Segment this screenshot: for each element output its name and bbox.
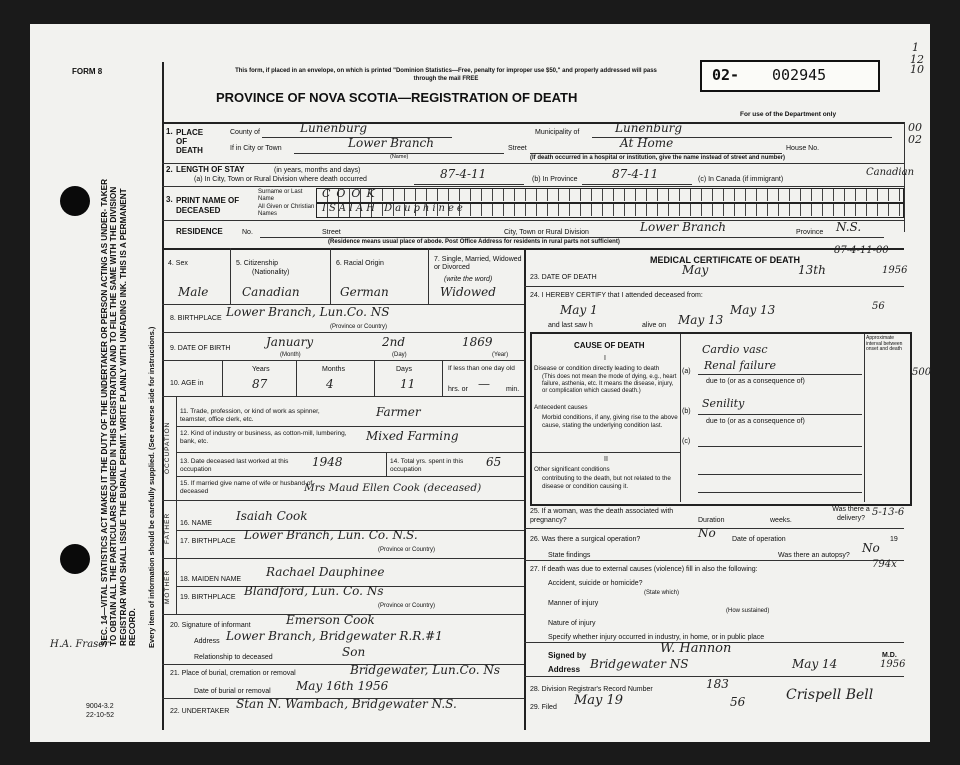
cell-divider: [296, 360, 297, 396]
occupation-side-label: OCCUPATION: [164, 421, 171, 474]
signature-year-value: 1956: [880, 659, 906, 670]
residence-note: (Residence means usual place of abode. Post Office Address for residents in rural parts not sufficient): [328, 239, 620, 245]
divider: [524, 560, 904, 561]
street-label: Street: [508, 145, 527, 152]
month-caption: (Month): [280, 352, 301, 358]
antecedent-note: Morbid conditions, if any, giving rise to the above cause, stating the underlying condition last.: [542, 414, 678, 429]
registration-number: 002945: [772, 66, 827, 84]
citizenship-label: 5. Citizenship: [236, 260, 279, 267]
birthplace-sub: (Province or Country): [330, 324, 388, 330]
cell-divider: [428, 248, 429, 304]
last-worked-value: 1948: [312, 455, 343, 469]
manner-of-injury-label: Manner of injury: [548, 600, 599, 607]
stay-province-label: (b) In Province: [532, 176, 578, 183]
industry-value: Mixed Farming: [366, 429, 459, 443]
relationship-value: Son: [342, 645, 366, 659]
marital-status-sub: (write the word): [444, 276, 493, 283]
year-caption: (Year): [492, 352, 509, 358]
signed-by-label: Signed by: [548, 651, 587, 660]
residence-city-label: City, Town or Rural Division: [504, 229, 589, 236]
burial-place-label: 21. Place of burial, cremation or removal: [170, 670, 296, 677]
divider: [162, 500, 524, 501]
signature-date-value: May 14: [792, 657, 838, 671]
underline: [698, 446, 862, 447]
stay-canada-label: (c) In Canada (if immigrant): [698, 176, 784, 183]
residence-province-label: Province: [796, 229, 824, 236]
divider: [162, 163, 904, 164]
age-label: 10. AGE in: [170, 380, 204, 387]
surname-boxes: [316, 188, 904, 203]
dob-month-value: January: [266, 335, 314, 349]
cause-a-second-value: Renal failure: [704, 359, 776, 372]
cause-box-divider: [864, 334, 865, 502]
underline: [698, 414, 862, 415]
weeks-label: weeks.: [770, 517, 792, 524]
county-label: County of: [230, 129, 260, 136]
cause-a-label: (a): [682, 368, 691, 375]
divider: [162, 360, 524, 361]
occupation-label: 11. Trade, profession, or kind of work as spinner, teamster, office clerk, etc.: [180, 408, 320, 424]
informant-value: Emerson Cook: [286, 613, 375, 627]
stay-city-value: 87-4-11: [440, 167, 487, 181]
alive-on-label: alive on: [642, 322, 667, 329]
cause-b-value: Senility: [702, 397, 745, 410]
father-name-value: Isaiah Cook: [236, 509, 308, 523]
sex-label: 4. Sex: [168, 260, 188, 267]
registrar-signature: Crispell Bell: [786, 687, 874, 703]
minutes-label: min.: [506, 386, 520, 393]
registration-number-box: [700, 60, 880, 92]
cell-divider: [374, 360, 375, 396]
mother-side-label: MOTHER: [164, 569, 171, 604]
filed-date-value: May 19: [574, 693, 624, 708]
mother-birthplace-label: 19. BIRTHPLACE: [180, 594, 236, 601]
date-of-birth-label: 9. DATE OF BIRTH: [170, 345, 231, 352]
underline: [698, 474, 862, 475]
age-months-value: 4: [326, 377, 334, 391]
delivery-label: Was there a delivery?: [832, 506, 870, 522]
state-findings-label: State findings: [548, 552, 591, 559]
item-number: 1.: [166, 127, 173, 136]
hours-label: hrs. or: [448, 386, 468, 393]
burial-place-value: Bridgewater, Lun.Co. Ns: [350, 663, 500, 677]
industry-label: 12. Kind of industry or business, as cotton-mill, lumbering, bank, etc.: [180, 430, 347, 446]
cell-divider: [442, 360, 443, 396]
divider: [176, 426, 524, 427]
attended-to-value: May 13: [730, 303, 776, 317]
state-which-label: (State which): [644, 590, 680, 596]
divider: [176, 452, 524, 453]
mother-birthplace-sub: (Province or Country): [378, 603, 436, 609]
margin-mark: 1: [912, 41, 919, 54]
year-prefix: 19: [890, 536, 898, 543]
form-number: FORM 8: [72, 67, 103, 76]
marital-status-value: Widowed: [440, 285, 496, 299]
divider: [532, 452, 680, 453]
underline: [582, 184, 692, 185]
filed-label: 29. Filed: [530, 704, 557, 711]
spouse-value: Mrs Maud Ellen Cook (deceased): [304, 482, 482, 494]
record-number-value: 183: [706, 677, 729, 691]
undertaker-value: Stan N. Wambach, Bridgewater N.S.: [236, 697, 457, 711]
surgical-operation-label: 26. Was there a surgical operation?: [530, 536, 641, 543]
street-value: At Home: [620, 136, 674, 150]
dob-year-value: 1869: [462, 335, 493, 349]
print-name-label: PRINT NAME OF DECEASED: [176, 196, 240, 216]
city-value: Lower Branch: [348, 136, 435, 150]
section-one-label: I: [604, 355, 606, 362]
mother-maiden-name-value: Rachael Dauphinee: [266, 565, 385, 579]
form-code: 22-10-52: [86, 712, 115, 719]
racial-origin-value: German: [340, 285, 389, 299]
margin-mark: 10: [910, 63, 924, 76]
md-label: M.D.: [882, 652, 897, 659]
due-to-label: due to (or as a consequence of): [706, 378, 805, 385]
underline: [698, 492, 862, 493]
city-label: If in City or Town: [230, 145, 282, 152]
last-saw-label: and last saw h: [548, 322, 593, 329]
father-birthplace-value: Lower Branch, Lun. Co. N.S.: [244, 528, 418, 542]
side-divider: [176, 396, 177, 500]
pregnancy-margin-mark: 5-13-6: [872, 507, 905, 518]
side-divider: [176, 500, 177, 558]
undertaker-label: 22. UNDERTAKER: [170, 708, 230, 715]
mother-birthplace-value: Blandford, Lun. Co. Ns: [244, 584, 384, 598]
cause-c-label: (c): [682, 438, 691, 445]
father-birthplace-sub: (Province or Country): [378, 547, 436, 553]
cell-divider: [230, 248, 231, 304]
column-divider: [524, 248, 526, 730]
cause-side-mark: 500: [912, 367, 932, 378]
autopsy-value: No: [862, 541, 880, 555]
death-year-value: 1956: [882, 265, 908, 276]
punch-hole: [60, 186, 90, 216]
last-worked-label: 13. Date deceased last worked at this occupation: [180, 458, 289, 474]
citizenship-value: Canadian: [242, 285, 300, 299]
underline: [530, 153, 782, 154]
birthplace-value: Lower Branch, Lun.Co. NS: [226, 305, 390, 319]
last-seen-value: May 13: [678, 313, 724, 327]
cell-divider: [330, 248, 331, 304]
father-side-label: FATHER: [164, 512, 171, 544]
divider: [176, 476, 524, 477]
residence-street-label: Street: [322, 229, 341, 236]
informant-address-value: Lower Branch, Bridgewater R.R.#1: [226, 629, 443, 643]
filed-year-value: 56: [730, 695, 746, 709]
cause-a-value: Cardio vasc: [702, 343, 768, 356]
stay-province-value: 87-4-11: [612, 167, 659, 181]
age-days-value: 11: [400, 377, 416, 391]
physician-address-label: Address: [548, 665, 581, 674]
duration-label: Duration: [698, 517, 725, 524]
information-side-note: Every item of information should be carefully supplied. (See reverse side for instructions.): [147, 326, 156, 648]
record-number-label: 28. Division Registrar's Record Number: [530, 686, 653, 693]
citizenship-sub: (Nationality): [252, 269, 290, 276]
months-label: Months: [322, 366, 345, 373]
stay-canada-value: Canadian: [866, 167, 915, 178]
form-title: PROVINCE OF NOVA SCOTIA—REGISTRATION OF DEATH: [216, 90, 578, 105]
margin-mark: 12: [910, 53, 924, 66]
attended-label: 24. I HEREBY CERTIFY that I attended deceased from:: [530, 292, 703, 299]
other-conditions-label: Other significant conditions: [534, 466, 610, 473]
divider: [162, 332, 524, 333]
racial-origin-label: 6. Racial Origin: [336, 260, 384, 267]
municipality-value: Lunenburg: [615, 121, 683, 135]
medical-certificate-heading: MEDICAL CERTIFICATE OF DEATH: [650, 255, 800, 265]
margin-mark: 00: [908, 121, 922, 134]
underline: [260, 237, 884, 238]
institution-note: (If death occurred in a hospital or institution, give the name instead of street and number): [530, 155, 786, 161]
death-day-value: 13th: [798, 263, 826, 277]
attended-from-value: May 1: [560, 303, 598, 317]
name-caption: (Name): [390, 154, 409, 160]
residence-province-value: N.S.: [836, 220, 862, 234]
spouse-label: 15. If married give name of wife or husband of deceased: [180, 480, 313, 496]
department-use-note: For use of the Department only: [740, 111, 837, 118]
date-of-death-label: 23. DATE OF DEATH: [530, 274, 597, 281]
death-month-value: May: [682, 263, 709, 277]
dob-day-value: 2nd: [382, 335, 406, 349]
divider: [162, 220, 904, 221]
item-number: 3.: [166, 195, 173, 204]
relationship-label: Relationship to deceased: [194, 654, 273, 661]
divider: [162, 558, 524, 559]
pregnancy-label: 25. If a woman, was the death associated with pregnancy?: [530, 508, 674, 524]
other-conditions-note: contributing to the death, but not related to the disease or condition causing it.: [542, 475, 671, 490]
county-value: Lunenburg: [300, 121, 368, 135]
burial-date-value: May 16th 1956: [296, 679, 389, 693]
nature-of-injury-label: Nature of injury: [548, 620, 596, 627]
physician-signature: W. Hannon: [660, 641, 732, 656]
residence-no-label: No.: [242, 229, 253, 236]
informant-label: 20. Signature of informant: [170, 622, 251, 629]
father-birthplace-label: 17. BIRTHPLACE: [180, 538, 236, 545]
divider: [162, 248, 904, 250]
age-years-value: 87: [252, 377, 268, 391]
years-in-occupation-label: 14. Total yrs. spent in this occupation: [390, 458, 464, 474]
father-name-label: 16. NAME: [180, 520, 212, 527]
place-of-injury-label: Specify whether injury occurred in industry, in home, or in public place: [548, 634, 765, 641]
house-number-label: House No.: [786, 145, 820, 152]
age-minutes-value: —: [478, 377, 490, 391]
operation-date-label: Date of operation: [732, 536, 786, 543]
residence-label: RESIDENCE: [176, 227, 223, 236]
less-than-day-label: If less than one day old: [448, 365, 515, 372]
attended-year-value: 56: [872, 301, 885, 312]
section-two-label: II: [604, 456, 608, 463]
autopsy-label: Was there an autopsy?: [778, 552, 850, 559]
municipality-label: Municipality of: [535, 129, 580, 136]
surname-value: COOK: [322, 187, 381, 200]
accident-label: Accident, suicide or homicide?: [548, 580, 643, 587]
residence-city-value: Lower Branch: [640, 220, 727, 234]
birthplace-label: 8. BIRTHPLACE: [170, 315, 222, 322]
years-in-occupation-value: 65: [486, 455, 502, 469]
underline: [414, 184, 524, 185]
sex-value: Male: [178, 285, 209, 299]
surgical-operation-value: No: [698, 526, 716, 540]
margin-signature: H.A. Fraser: [50, 639, 109, 650]
stay-city-label: (a) In City, Town or Rural Division where death occurred: [194, 176, 367, 183]
underline: [698, 374, 862, 375]
envelope-note: This form, if placed in an envelope, on which is printed "Dominion Statistics—Free, penalty for improper use $50," and properly addressed will pass through the mail FREE: [235, 68, 657, 82]
death-date-margin-mark: 87-4-11-00: [834, 245, 889, 256]
direct-cause-label: Disease or condition directly leading to death: [534, 365, 660, 372]
surname-label: Surname or Last Name: [258, 189, 303, 202]
place-of-death-label: PLACE OF DEATH: [176, 128, 204, 156]
cause-box-divider: [680, 334, 681, 502]
due-to-label: due to (or as a consequence of): [706, 418, 805, 425]
registration-prefix: 02-: [712, 66, 740, 84]
mother-maiden-name-label: 18. MAIDEN NAME: [180, 576, 242, 583]
divider: [524, 286, 904, 287]
days-label: Days: [396, 366, 412, 373]
header-rule: [162, 122, 904, 124]
informant-address-label: Address: [194, 638, 220, 645]
years-label: Years: [252, 366, 270, 373]
how-sustained-label: (How sustained): [726, 608, 770, 614]
cause-of-death-heading: CAUSE OF DEATH: [574, 341, 645, 350]
margin-mark: 02: [908, 133, 922, 146]
given-names-label: All Given or Christian Names: [258, 204, 315, 217]
approx-interval-label: Approximate interval between onset and death: [866, 335, 903, 352]
divider: [162, 186, 904, 187]
divider: [162, 396, 524, 397]
marital-status-label: 7. Single, Married, Widowed or Divorced: [434, 256, 522, 272]
day-caption: (Day): [392, 352, 407, 358]
death-registration-form: [30, 24, 930, 742]
length-of-stay-sub: (in years, months and days): [274, 167, 361, 174]
direct-cause-note: (This does not mean the mode of dying, e.g., heart failure, asthenia, etc. It means the disease, injury, or complication which caused death.): [542, 374, 677, 395]
antecedent-label: Antecedent causes: [534, 404, 588, 411]
form-code: 9004-3.2: [86, 703, 114, 710]
physician-address-value: Bridgewater NS: [590, 657, 689, 671]
vital-statistics-side-text: SEC. 14—VITAL STATISTICS ACT MAKES IT THE DUTY OF THE UNDERTAKER OR PERSON ACTING AS UNDER- TAKER TO OBTAIN ALL THE PARTICULARS REQUIRED IN THIS REGISTRATION AND TO FILE THE SAME WITH THE DIVISION REGISTRAR WHO SHALL ISSUE THE BURIAL PERMIT. WRITE PLAINLY WITH UNFADING INK. THIS IS A PERMANENT RECORD.: [100, 178, 138, 646]
item-number: 2.: [166, 165, 173, 174]
external-causes-label: 27. If death was due to external causes (violence) fill in also the following:: [530, 566, 758, 573]
occupation-value: Farmer: [376, 405, 421, 419]
length-of-stay-label: LENGTH OF STAY: [176, 165, 245, 174]
cell-divider: [386, 452, 387, 476]
external-causes-margin-mark: 794x: [872, 559, 897, 570]
punch-hole: [60, 544, 90, 574]
burial-date-label: Date of burial or removal: [194, 688, 271, 695]
given-names-value: ISAIAH Dauphinee: [322, 203, 466, 214]
cause-b-label: (b): [682, 408, 691, 415]
cell-divider: [222, 360, 223, 396]
